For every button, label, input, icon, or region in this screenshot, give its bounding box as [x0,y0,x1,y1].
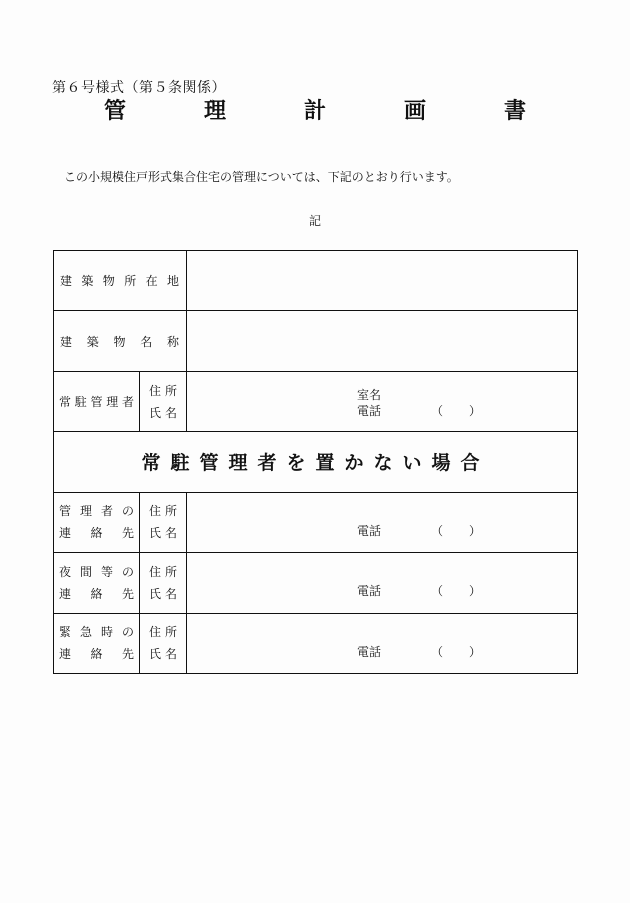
contact-line2: 連絡先 [59,526,134,541]
name-label: 氏名 [149,405,177,420]
address-label: 住所 [149,504,177,519]
table-row-contact-night [54,553,578,613]
contact-value[interactable] [187,613,578,673]
contact-line1: 管理者の [59,504,134,519]
name-label: 氏名 [149,647,177,662]
contact-value[interactable] [187,492,578,552]
address-name-labels [140,492,187,552]
building-location-value[interactable] [187,251,578,311]
phone-label: 電話 [357,523,382,538]
paren-open: （ [431,403,444,418]
address-name-labels [140,613,187,673]
phone-label: 電話 [357,403,382,418]
paren-close: ） [469,523,482,538]
form-number-label: 第６号様式（第５条関係） [52,80,226,96]
contact-line2: 連絡先 [59,647,134,662]
address-label: 住所 [149,383,177,398]
phone-label: 電話 [357,584,382,599]
resident-manager-label [54,371,140,431]
intro-text: この小規模住戸形式集合住宅の管理については、下記のとおり行います。 [64,170,459,184]
table-row-contact-manager [54,492,578,552]
contact-label [54,492,140,552]
table-row-resident-manager [54,371,578,431]
address-name-labels [140,371,187,431]
building-name-value[interactable] [187,311,578,371]
building-location-label: 建築物所在地 [54,251,187,311]
paren-open: （ [431,523,444,538]
paren-close: ） [469,644,482,659]
name-label: 氏名 [149,586,177,601]
contact-line1: 夜間等の [59,564,134,579]
address-label: 住所 [149,625,177,640]
room-name-label: 室名 [357,387,382,402]
table-row-building-name [54,311,578,371]
address-name-labels [140,553,187,613]
management-plan-table [53,250,578,674]
paren-open: （ [431,584,444,599]
building-name-label: 建築物名称 [54,311,187,371]
table-row-building-location [54,251,578,311]
contact-value[interactable] [187,553,578,613]
contact-line1: 緊急時の [59,625,134,640]
contact-line2: 連絡先 [59,586,134,601]
table-row-contact-emergency [54,613,578,673]
name-label: 氏名 [149,526,177,541]
contact-label [54,613,140,673]
address-label: 住所 [149,564,177,579]
resident-manager-text: 常駐管理者 [59,394,134,409]
document-title: 管 理 計 画 書 [103,99,554,124]
phone-label: 電話 [357,644,382,659]
paren-open: （ [431,644,444,659]
resident-manager-value[interactable] [187,371,578,431]
paren-close: ） [469,584,482,599]
contact-label [54,553,140,613]
paren-close: ） [469,403,482,418]
no-resident-banner: 常駐管理者を置かない場合 [54,432,578,492]
table-row-banner [54,432,578,492]
ki-heading: 記 [308,214,321,228]
